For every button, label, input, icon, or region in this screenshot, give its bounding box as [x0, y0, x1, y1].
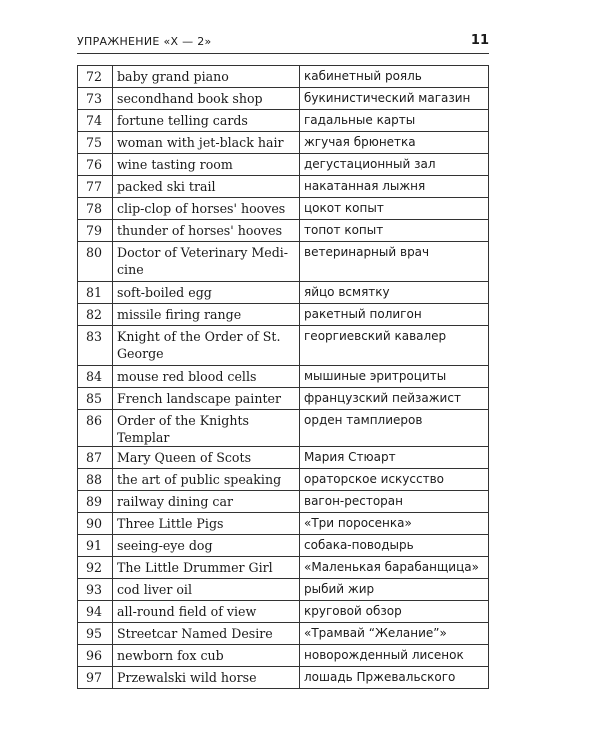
table-row: [78, 326, 489, 366]
row-number: 97: [78, 667, 113, 689]
russian-translation: георгиевский кавалер: [300, 326, 489, 366]
russian-translation: мышиные эритроциты: [300, 366, 489, 388]
page-number: 11: [470, 33, 489, 48]
english-phrase: railway dining car: [113, 491, 300, 513]
table-row: [78, 154, 489, 176]
russian-translation: накатанная лыжня: [300, 176, 489, 198]
english-phrase: mouse red blood cells: [113, 366, 300, 388]
table-row: [78, 447, 489, 469]
table-row: [78, 366, 489, 388]
row-number: 86: [78, 410, 113, 447]
russian-translation: гадальные карты: [300, 110, 489, 132]
row-number: 94: [78, 601, 113, 623]
english-phrase: seeing-eye dog: [113, 535, 300, 557]
row-number: 93: [78, 579, 113, 601]
row-number: 85: [78, 388, 113, 410]
row-number: 96: [78, 645, 113, 667]
table-row: [78, 579, 489, 601]
row-number: 87: [78, 447, 113, 469]
russian-translation: цокот копыт: [300, 198, 489, 220]
table-row: [78, 601, 489, 623]
table-row: [78, 110, 489, 132]
row-number: 91: [78, 535, 113, 557]
russian-translation: яйцо всмятку: [300, 282, 489, 304]
english-phrase: thunder of horses' hooves: [113, 220, 300, 242]
table-row: [78, 66, 489, 88]
table-row: [78, 88, 489, 110]
russian-translation: дегустационный зал: [300, 154, 489, 176]
row-number: 81: [78, 282, 113, 304]
russian-translation: «Трамвай “Желание”»: [300, 623, 489, 645]
row-number: 77: [78, 176, 113, 198]
table-row: [78, 388, 489, 410]
english-phrase: Przewalski wild horse: [113, 667, 300, 689]
russian-translation: Мария Стюарт: [300, 447, 489, 469]
table-row: [78, 645, 489, 667]
english-phrase: French landscape painter: [113, 388, 300, 410]
page-header: [77, 33, 489, 51]
table-row: [78, 242, 489, 282]
table-row: [78, 220, 489, 242]
row-number: 84: [78, 366, 113, 388]
russian-translation: «Три поросенка»: [300, 513, 489, 535]
header-rule: [77, 53, 489, 54]
table-row: [78, 557, 489, 579]
table-row: [78, 282, 489, 304]
russian-translation: орден тамплиеров: [300, 410, 489, 447]
russian-translation: новорожденный лисенок: [300, 645, 489, 667]
english-phrase: packed ski trail: [113, 176, 300, 198]
row-number: 73: [78, 88, 113, 110]
russian-translation: топот копыт: [300, 220, 489, 242]
english-phrase: Mary Queen of Scots: [113, 447, 300, 469]
russian-translation: вагон-ресторан: [300, 491, 489, 513]
row-number: 80: [78, 242, 113, 282]
russian-translation: ракетный полигон: [300, 304, 489, 326]
row-number: 83: [78, 326, 113, 366]
row-number: 72: [78, 66, 113, 88]
english-phrase: Knight of the Order of St. George: [113, 326, 300, 366]
english-phrase: The Little Drummer Girl: [113, 557, 300, 579]
russian-translation: рыбий жир: [300, 579, 489, 601]
row-number: 74: [78, 110, 113, 132]
row-number: 88: [78, 469, 113, 491]
table-row: [78, 667, 489, 689]
russian-translation: жгучая брюнетка: [300, 132, 489, 154]
row-number: 79: [78, 220, 113, 242]
english-phrase: cod liver oil: [113, 579, 300, 601]
table-row: [78, 132, 489, 154]
row-number: 89: [78, 491, 113, 513]
russian-translation: кабинетный рояль: [300, 66, 489, 88]
english-phrase: Order of the Knights Templar: [113, 410, 300, 447]
russian-translation: собака-поводырь: [300, 535, 489, 557]
vocabulary-table: [77, 65, 489, 689]
english-phrase: newborn fox cub: [113, 645, 300, 667]
english-phrase: Streetcar Named Desire: [113, 623, 300, 645]
russian-translation: букинистический магазин: [300, 88, 489, 110]
english-phrase: baby grand piano: [113, 66, 300, 88]
table-row: [78, 304, 489, 326]
english-phrase: wine tasting room: [113, 154, 300, 176]
running-title: УПРАЖНЕНИЕ «X — 2»: [77, 35, 212, 48]
row-number: 76: [78, 154, 113, 176]
table-row: [78, 491, 489, 513]
russian-translation: лошадь Пржевальского: [300, 667, 489, 689]
russian-translation: «Маленькая барабанщица»: [300, 557, 489, 579]
english-phrase: fortune telling cards: [113, 110, 300, 132]
english-phrase: all-round field of view: [113, 601, 300, 623]
table-row: [78, 198, 489, 220]
english-phrase: soft-boiled egg: [113, 282, 300, 304]
table-row: [78, 513, 489, 535]
english-phrase: the art of public speaking: [113, 469, 300, 491]
english-phrase: Three Little Pigs: [113, 513, 300, 535]
table-row: [78, 410, 489, 447]
table-row: [78, 535, 489, 557]
english-phrase: missile firing range: [113, 304, 300, 326]
row-number: 82: [78, 304, 113, 326]
row-number: 90: [78, 513, 113, 535]
russian-translation: ораторское искусство: [300, 469, 489, 491]
row-number: 92: [78, 557, 113, 579]
table-row: [78, 469, 489, 491]
russian-translation: ветеринарный врач: [300, 242, 489, 282]
table-row: [78, 176, 489, 198]
row-number: 75: [78, 132, 113, 154]
english-phrase: secondhand book shop: [113, 88, 300, 110]
row-number: 95: [78, 623, 113, 645]
english-phrase: Doctor of Veterinary Medi-cine: [113, 242, 300, 282]
russian-translation: французский пейзажист: [300, 388, 489, 410]
vocabulary-table-body: [78, 66, 489, 689]
english-phrase: woman with jet-black hair: [113, 132, 300, 154]
table-row: [78, 623, 489, 645]
russian-translation: круговой обзор: [300, 601, 489, 623]
english-phrase: clip-clop of horses' hooves: [113, 198, 300, 220]
row-number: 78: [78, 198, 113, 220]
